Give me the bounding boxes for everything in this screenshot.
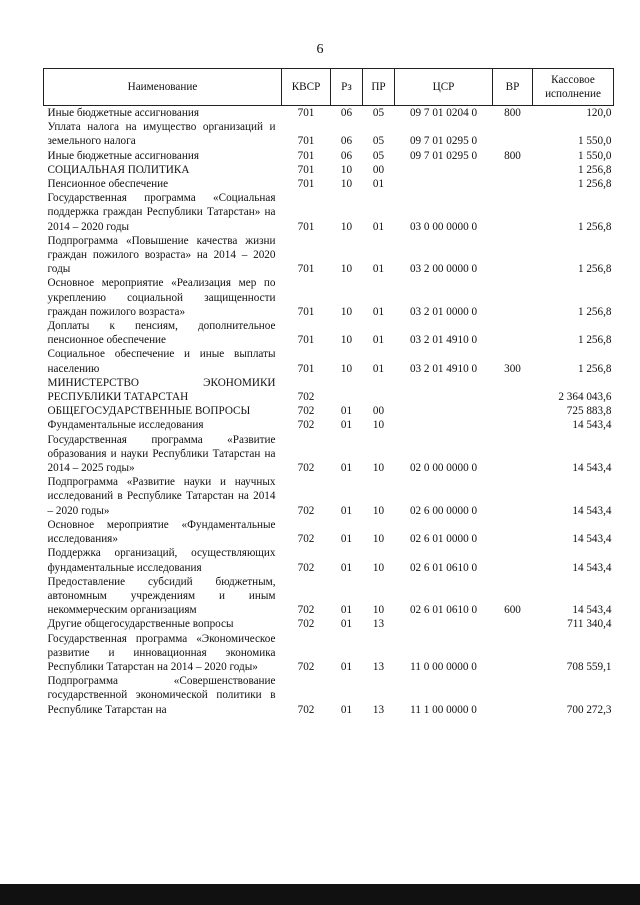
header-kvsr: КВСР: [282, 69, 331, 106]
row-pr: 01: [372, 362, 385, 375]
header-amount: Кассовое исполнение: [533, 69, 614, 106]
row-amount: 14 543,4: [572, 419, 612, 432]
row-csr: [395, 376, 493, 404]
table-row: [44, 674, 614, 717]
row-kvsr: 701: [297, 305, 315, 318]
row-kvsr: 701: [297, 263, 315, 276]
row-name: Уплата налога на имущество организаций и земельного налога: [47, 121, 276, 148]
row-pr: 10: [372, 504, 385, 517]
row-csr: 03 2 00 0000 0: [409, 263, 478, 276]
row-csr: 03 0 00 0000 0: [409, 220, 478, 233]
row-amount: 1 256,8: [577, 362, 612, 375]
table-row: [44, 234, 614, 277]
row-vr: [493, 404, 533, 418]
row-vr: [493, 475, 533, 518]
row-amount: 2 364 043,6: [558, 391, 612, 404]
row-amount: 1 256,8: [577, 163, 612, 176]
row-vr: 300: [504, 362, 521, 375]
row-pr: 10: [372, 462, 385, 475]
row-rz: 06: [340, 107, 353, 119]
table-row: [44, 106, 614, 121]
row-rz: 10: [340, 163, 353, 176]
row-amount: 120,0: [586, 107, 612, 119]
row-vr: [493, 518, 533, 546]
row-kvsr: 702: [297, 462, 315, 475]
table-row: [44, 276, 614, 319]
row-amount: 725 883,8: [566, 405, 612, 418]
row-pr: 13: [372, 703, 385, 716]
row-csr: 03 2 01 0000 0: [409, 305, 478, 318]
row-rz: 10: [340, 263, 353, 276]
row-name: Поддержка организаций, осуществляющих фундаментальные исследования: [47, 547, 276, 574]
header-rz: Рз: [331, 69, 363, 106]
row-vr: 800: [504, 107, 521, 119]
row-amount: 1 550,0: [577, 149, 612, 162]
row-amount: 14 543,4: [572, 462, 612, 475]
row-amount: 1 256,8: [577, 334, 612, 347]
table-row: [44, 177, 614, 191]
row-csr: 02 6 00 0000 0: [409, 504, 478, 517]
row-kvsr: 701: [297, 362, 315, 375]
row-kvsr: 702: [297, 561, 315, 574]
row-amount: 708 559,1: [566, 660, 612, 673]
row-vr: [493, 177, 533, 191]
row-pr: 01: [372, 334, 385, 347]
row-csr: 09 7 01 0204 0: [409, 107, 478, 119]
table-row: [44, 120, 614, 148]
row-csr: 03 2 01 4910 0: [409, 362, 478, 375]
row-csr: 09 7 01 0295 0: [409, 135, 478, 148]
row-name: Иные бюджетные ассигнования: [47, 107, 199, 119]
row-kvsr: 701: [297, 163, 315, 176]
row-pr: 10: [372, 419, 385, 432]
row-csr: 02 0 00 0000 0: [409, 462, 478, 475]
table-row: [44, 518, 614, 546]
row-vr: [493, 234, 533, 277]
row-amount: 1 256,8: [577, 178, 612, 191]
row-pr: 05: [372, 149, 385, 162]
header-vr: ВР: [493, 69, 533, 106]
row-name: МИНИСТЕРСТВО ЭКОНОМИКИ РЕСПУБЛИКИ ТАТАРСТАН: [47, 376, 276, 404]
row-pr: 10: [372, 561, 385, 574]
row-name: Социальное обеспечение и иные выплаты населению: [47, 348, 276, 375]
header-pr: ПР: [363, 69, 395, 106]
row-rz: 01: [340, 703, 353, 716]
row-kvsr: 701: [297, 149, 315, 162]
row-pr: 13: [372, 618, 385, 631]
row-vr: [493, 276, 533, 319]
row-pr: 01: [372, 178, 385, 191]
row-vr: 800: [504, 149, 521, 162]
table-row: [44, 404, 614, 418]
row-kvsr: 702: [297, 405, 315, 418]
row-csr: 02 6 01 0000 0: [409, 533, 478, 546]
row-rz: 06: [340, 135, 353, 148]
row-amount: 14 543,4: [572, 604, 612, 617]
row-amount: 711 340,4: [567, 618, 612, 631]
table-header-row: [44, 69, 614, 106]
row-vr: [493, 191, 533, 234]
row-amount: 1 550,0: [577, 135, 612, 148]
row-vr: 600: [504, 604, 521, 617]
row-csr: [395, 617, 493, 631]
row-vr: [493, 674, 533, 717]
row-amount: 14 543,4: [572, 533, 612, 546]
row-rz: 01: [340, 504, 353, 517]
row-csr: 02 6 01 0610 0: [409, 561, 478, 574]
table-row: [44, 433, 614, 476]
row-rz: 01: [340, 405, 353, 418]
row-kvsr: 702: [297, 533, 315, 546]
row-pr: 10: [372, 604, 385, 617]
row-name: Фундаментальные исследования: [47, 419, 204, 432]
row-csr: 02 6 01 0610 0: [409, 604, 478, 617]
row-rz: [331, 376, 363, 404]
row-rz: 10: [340, 334, 353, 347]
row-rz: 01: [340, 533, 353, 546]
row-pr: 01: [372, 305, 385, 318]
row-name: Другие общегосударственные вопросы: [47, 618, 234, 631]
row-name: Иные бюджетные ассигнования: [47, 149, 199, 162]
row-kvsr: 702: [297, 419, 315, 432]
table-row: [44, 347, 614, 375]
row-pr: [363, 376, 395, 404]
row-name: Основное мероприятие «Фундаментальные исследования»: [47, 518, 276, 546]
table-body: [44, 106, 614, 717]
row-kvsr: 702: [297, 618, 315, 631]
row-amount: 14 543,4: [572, 561, 612, 574]
table-row: [44, 575, 614, 618]
row-amount: 1 256,8: [577, 263, 612, 276]
table-row: [44, 191, 614, 234]
row-rz: 01: [340, 618, 353, 631]
row-kvsr: 701: [297, 135, 315, 148]
row-rz: 10: [340, 305, 353, 318]
row-pr: 01: [372, 263, 385, 276]
row-csr: 03 2 01 4910 0: [409, 334, 478, 347]
row-rz: 01: [340, 604, 353, 617]
table-row: [44, 418, 614, 432]
row-name: Государственная программа «Экономическое развитие и инновационная экономика Республики Татарстан на 2014 – 2020 годы»: [47, 632, 276, 673]
table-row: [44, 617, 614, 631]
row-rz: 06: [340, 149, 353, 162]
table-row: [44, 546, 614, 574]
row-rz: 01: [340, 419, 353, 432]
row-name: ОБЩЕГОСУДАРСТВЕННЫЕ ВОПРОСЫ: [47, 405, 251, 418]
row-csr: [395, 404, 493, 418]
header-name: Наименование: [44, 69, 282, 106]
row-csr: [395, 177, 493, 191]
row-kvsr: 701: [297, 178, 315, 191]
row-name: Предоставление субсидий бюджетным, автономным учреждениям и иным некоммерческим организациям: [47, 575, 276, 617]
row-vr: [493, 418, 533, 432]
row-vr: [493, 120, 533, 148]
row-kvsr: 701: [297, 220, 315, 233]
row-rz: 10: [340, 178, 353, 191]
row-kvsr: 701: [297, 334, 315, 347]
row-csr: [395, 163, 493, 177]
row-rz: 01: [340, 462, 353, 475]
row-kvsr: 702: [297, 660, 315, 673]
row-name: Подпрограмма «Развитие науки и научных исследований в Республике Татарстан на 2014 – 2020 годы»: [47, 476, 276, 517]
row-csr: [395, 418, 493, 432]
row-vr: [493, 617, 533, 631]
page-number: 6: [316, 42, 324, 57]
row-csr: 09 7 01 0295 0: [409, 149, 478, 162]
row-kvsr: 702: [297, 504, 315, 517]
row-vr: [493, 319, 533, 347]
row-amount: 14 543,4: [572, 504, 612, 517]
row-name: Основное мероприятие «Реализация мер по укреплению социальной защищенности граждан пожилого возраста»: [47, 277, 276, 318]
row-name: Подпрограмма «Совершенствование государственной экономической политики в Республике Татарстан на: [47, 675, 276, 716]
scan-bottom-border: [0, 884, 640, 905]
row-kvsr: 702: [297, 391, 315, 404]
table-row: [44, 149, 614, 163]
row-name: Государственная программа «Развитие образования и науки Республики Татарстан на 2014 – 2025 годы»: [47, 433, 276, 475]
row-name: СОЦИАЛЬНАЯ ПОЛИТИКА: [47, 163, 190, 176]
header-csr: ЦСР: [395, 69, 493, 106]
row-pr: 05: [372, 107, 385, 119]
row-amount: 700 272,3: [566, 703, 612, 716]
row-rz: 01: [340, 561, 353, 574]
row-vr: [493, 433, 533, 476]
row-pr: 05: [372, 135, 385, 148]
row-amount: 1 256,8: [577, 305, 612, 318]
row-csr: 11 1 00 0000 0: [410, 703, 477, 716]
row-name: Доплаты к пенсиям, дополнительное пенсионное обеспечение: [47, 320, 276, 347]
row-rz: 10: [340, 220, 353, 233]
row-amount: 1 256,8: [577, 220, 612, 233]
row-pr: 10: [372, 533, 385, 546]
row-pr: 01: [372, 220, 385, 233]
row-kvsr: 702: [297, 604, 315, 617]
row-vr: [493, 376, 533, 404]
table-row: [44, 163, 614, 177]
row-pr: 00: [372, 163, 385, 176]
row-name: Государственная программа «Социальная поддержка граждан Республики Татарстан» на 2014 – 2020 годы: [47, 192, 276, 233]
row-pr: 00: [372, 405, 385, 418]
table-row: [44, 475, 614, 518]
row-csr: 11 0 00 0000 0: [410, 660, 477, 673]
row-rz: 10: [340, 362, 353, 375]
row-kvsr: 702: [297, 703, 315, 716]
table-row: [44, 319, 614, 347]
row-pr: 13: [372, 660, 385, 673]
row-kvsr: 701: [297, 107, 315, 119]
row-name: Пенсионное обеспечение: [47, 178, 169, 191]
row-name: Подпрограмма «Повышение качества жизни граждан пожилого возраста» на 2014 – 2020 годы: [47, 234, 276, 276]
row-vr: [493, 163, 533, 177]
row-vr: [493, 632, 533, 675]
row-vr: [493, 546, 533, 574]
row-rz: 01: [340, 660, 353, 673]
table-row: [44, 376, 614, 404]
budget-table: [43, 68, 614, 717]
table-row: [44, 632, 614, 675]
